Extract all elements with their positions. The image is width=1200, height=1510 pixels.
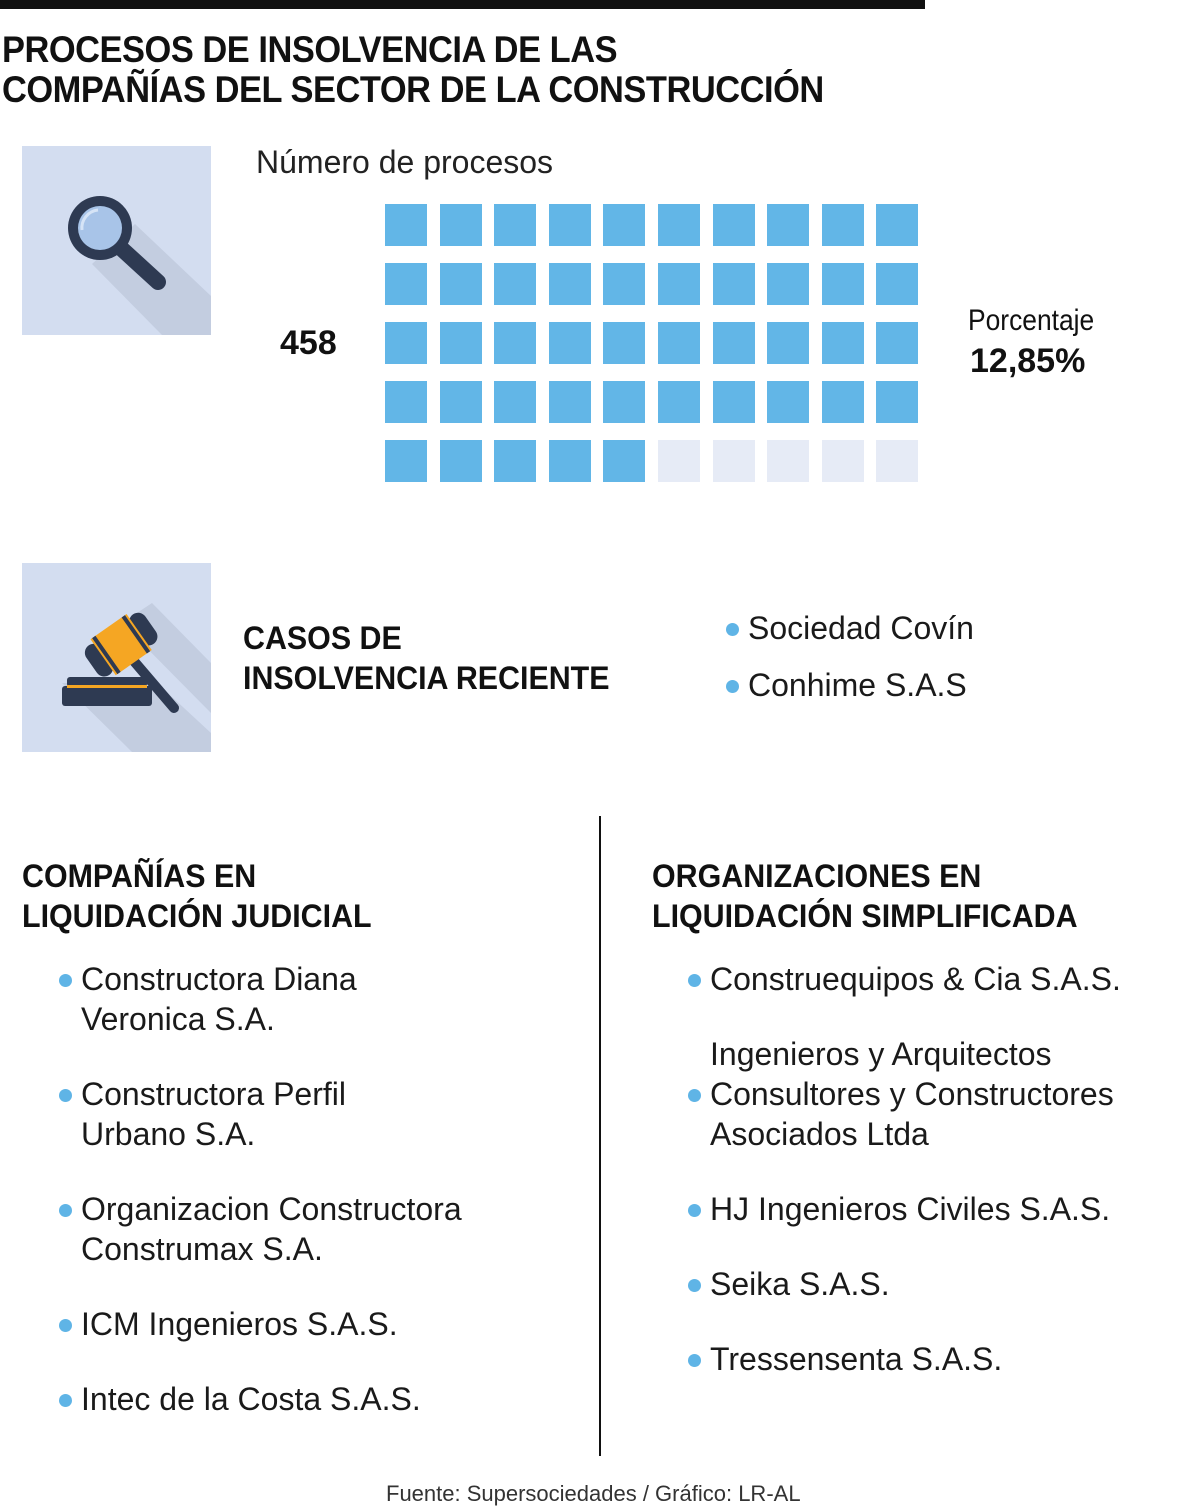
list-item: HJ Ingenieros Civiles S.A.S. — [682, 1189, 1121, 1229]
waffle-cell-filled — [385, 381, 427, 423]
waffle-cell-filled — [494, 322, 536, 364]
bullet-icon — [59, 1319, 72, 1332]
list-item: Organizacion Constructora Construmax S.A. — [53, 1189, 462, 1269]
waffle-cell-filled — [385, 322, 427, 364]
page-title — [2, 30, 824, 110]
waffle-cell-filled — [822, 322, 864, 364]
list-item: Constructora Diana Veronica S.A. — [53, 959, 462, 1039]
column-divider — [599, 816, 601, 1456]
recientes-heading-line-2: INSOLVENCIA RECIENTE — [243, 660, 610, 696]
waffle-cell-filled — [658, 322, 700, 364]
waffle-cell-filled — [603, 440, 645, 482]
waffle-cell-filled — [385, 204, 427, 246]
waffle-cell-filled — [876, 322, 918, 364]
waffle-cell-filled — [440, 440, 482, 482]
waffle-cell-filled — [385, 263, 427, 305]
waffle-cell-filled — [767, 263, 809, 305]
bullet-icon — [688, 1279, 701, 1292]
simplificada-heading-line-2: LIQUIDACIÓN SIMPLIFICADA — [652, 898, 1078, 934]
waffle-cell-filled — [549, 381, 591, 423]
source-credit: Fuente: Supersociedades / Gráfico: LR-AL — [386, 1481, 801, 1506]
waffle-cell-filled — [440, 263, 482, 305]
recientes-list — [720, 608, 974, 705]
waffle-cell-filled — [603, 381, 645, 423]
recientes-heading — [243, 618, 610, 698]
top-rule — [0, 0, 925, 9]
waffle-cell-filled — [767, 204, 809, 246]
waffle-cell-filled — [822, 381, 864, 423]
gavel-icon — [22, 563, 211, 752]
bullet-icon — [726, 623, 739, 636]
waffle-cell-filled — [603, 322, 645, 364]
waffle-cell-filled — [494, 263, 536, 305]
judicial-list — [53, 959, 462, 1419]
waffle-cell-filled — [713, 322, 755, 364]
waffle-cell-empty — [767, 440, 809, 482]
waffle-cell-empty — [713, 440, 755, 482]
bullet-icon — [688, 1089, 701, 1102]
list-item: Sociedad Covín — [720, 608, 974, 648]
waffle-cell-filled — [822, 263, 864, 305]
waffle-cell-filled — [876, 381, 918, 423]
judicial-heading-line-1: COMPAÑÍAS EN — [22, 858, 257, 894]
waffle-cell-filled — [549, 440, 591, 482]
percent-value: 12,85% — [970, 342, 1086, 380]
procesos-label: Número de procesos — [256, 144, 554, 180]
recientes-heading-line-1: CASOS DE — [243, 620, 402, 656]
waffle-cell-filled — [440, 381, 482, 423]
list-item: Intec de la Costa S.A.S. — [53, 1379, 462, 1419]
waffle-cell-filled — [876, 204, 918, 246]
bullet-icon — [59, 1204, 72, 1217]
list-item: Constructora Perfil Urbano S.A. — [53, 1074, 462, 1154]
waffle-chart — [385, 204, 921, 482]
waffle-cell-filled — [713, 263, 755, 305]
bullet-icon — [688, 974, 701, 987]
simplificada-heading — [652, 856, 1078, 936]
bullet-icon — [59, 1089, 72, 1102]
judicial-heading — [22, 856, 372, 936]
percent-label: Porcentaje — [968, 304, 1095, 337]
list-item: Tressensenta S.A.S. — [682, 1339, 1121, 1379]
bullet-icon — [59, 1394, 72, 1407]
waffle-cell-filled — [603, 263, 645, 305]
list-item: Conhime S.A.S — [720, 665, 974, 705]
waffle-cell-filled — [494, 381, 536, 423]
title-line-2: COMPAÑÍAS DEL SECTOR DE LA CONSTRUCCIÓN — [2, 69, 824, 110]
waffle-cell-filled — [767, 381, 809, 423]
waffle-cell-filled — [440, 322, 482, 364]
judicial-heading-line-2: LIQUIDACIÓN JUDICIAL — [22, 898, 372, 934]
waffle-cell-filled — [549, 263, 591, 305]
waffle-cell-filled — [440, 204, 482, 246]
bullet-icon — [726, 680, 739, 693]
waffle-cell-filled — [713, 204, 755, 246]
waffle-cell-filled — [549, 204, 591, 246]
waffle-cell-empty — [658, 440, 700, 482]
waffle-cell-filled — [603, 204, 645, 246]
search-icon — [22, 146, 211, 335]
waffle-cell-filled — [767, 322, 809, 364]
simplificada-list — [682, 959, 1121, 1379]
waffle-cell-filled — [822, 204, 864, 246]
waffle-cell-empty — [876, 440, 918, 482]
list-item: ICM Ingenieros S.A.S. — [53, 1304, 462, 1344]
waffle-cell-filled — [658, 381, 700, 423]
title-line-1: PROCESOS DE INSOLVENCIA DE LAS — [2, 29, 618, 70]
bullet-icon — [688, 1204, 701, 1217]
waffle-cell-filled — [876, 263, 918, 305]
waffle-cell-filled — [385, 440, 427, 482]
simplificada-heading-line-1: ORGANIZACIONES EN — [652, 858, 982, 894]
list-item: Construequipos & Cia S.A.S. — [682, 959, 1121, 999]
waffle-cell-filled — [713, 381, 755, 423]
procesos-value: 458 — [280, 324, 337, 362]
list-item: Seika S.A.S. — [682, 1264, 1121, 1304]
bullet-icon — [59, 974, 72, 987]
waffle-cell-filled — [549, 322, 591, 364]
list-item: Ingenieros y Arquitectos Consultores y Constructores Asociados Ltda — [682, 1034, 1121, 1154]
waffle-cell-empty — [822, 440, 864, 482]
waffle-cell-filled — [658, 263, 700, 305]
waffle-cell-filled — [658, 204, 700, 246]
bullet-icon — [688, 1354, 701, 1367]
waffle-cell-filled — [494, 440, 536, 482]
waffle-cell-filled — [494, 204, 536, 246]
